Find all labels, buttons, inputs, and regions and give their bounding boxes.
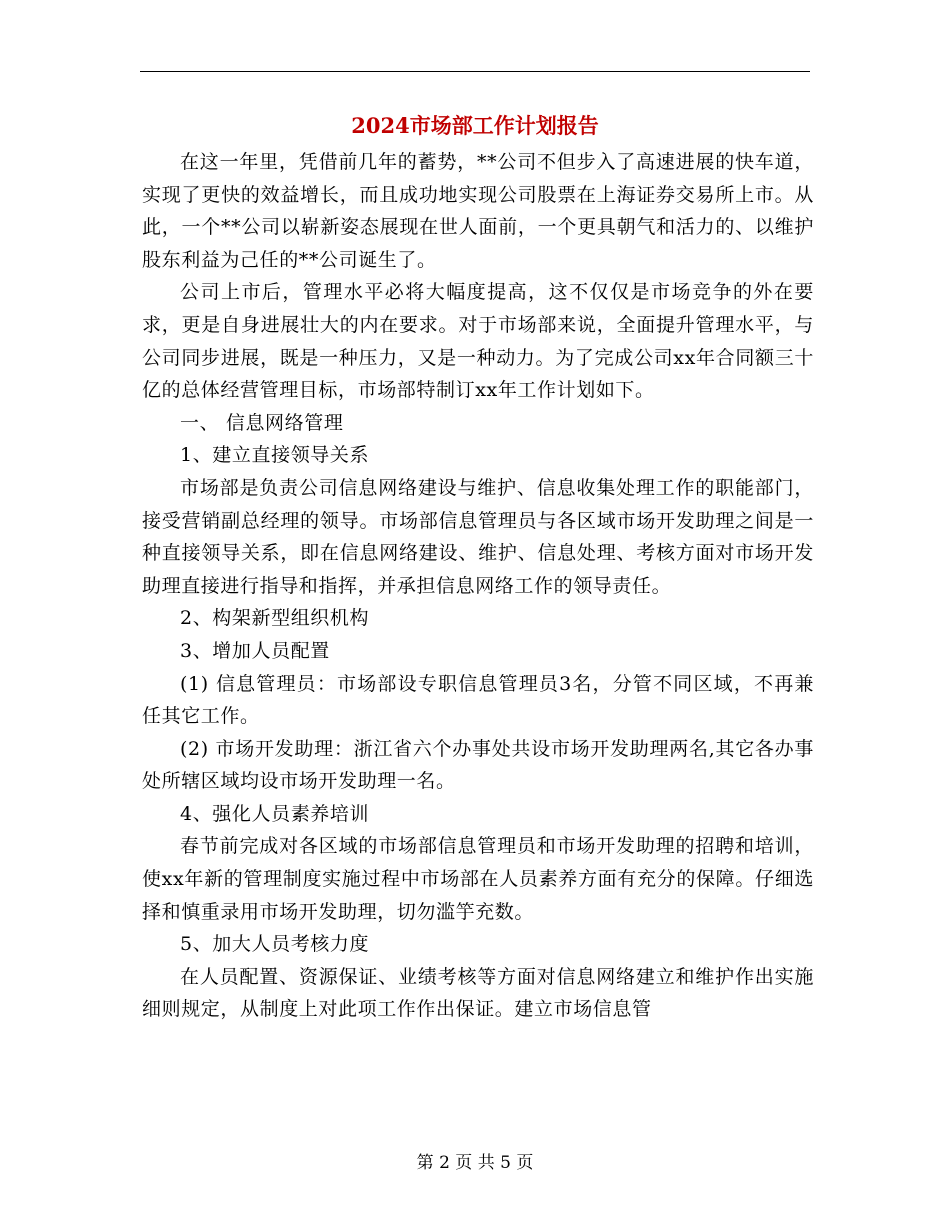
list-item-market-assistant: (2) 市场开发助理：浙江省六个办事处共设市场开发助理两名,其它各办事处所辖区域均设市场开发助理一名。 [142, 737, 814, 793]
document-title: 2024市场部工作计划报告 [351, 113, 599, 138]
paragraph-assessment: 在人员配置、资源保证、业绩考核等方面对信息网络建立和维护作出实施细则规定，从制度上对此项工作作出保证。建立市场信息管 [142, 965, 814, 1021]
list-item-info-manager: (1) 信息管理员：市场部设专职信息管理员3名，分管不同区域，不再兼任其它工作。 [142, 672, 814, 728]
subheading-4: 4、强化人员素养培训 [180, 802, 370, 825]
document-body [142, 146, 814, 1026]
header-rule [140, 71, 810, 72]
paragraph-intro-1: 在这一年里，凭借前几年的蓄势，**公司不但步入了高速进展的快车道，实现了更快的效益增长，而且成功地实现公司股票在上海证券交易所上市。从此，一个**公司以崭新姿态展现在世人面前，一个更具朝气和活力的、以维护股东利益为己任的**公司诞生了。 [142, 151, 814, 271]
subheading-2: 2、构架新型组织机构 [180, 607, 370, 630]
subheading-1: 1、建立直接领导关系 [180, 444, 370, 467]
subheading-3: 3、增加人员配置 [180, 639, 330, 662]
subheading-5: 5、加大人员考核力度 [180, 933, 370, 956]
page-number: 第 2 页 共 5 页 [416, 1153, 534, 1173]
paragraph-training: 春节前完成对各区域的市场部信息管理员和市场开发助理的招聘和培训，使xx年新的管理制度实施过程中市场部在人员素养方面有充分的保障。仔细选择和慎重录用市场开发助理，切勿滥竽充数。 [142, 835, 814, 923]
paragraph-intro-2: 公司上市后，管理水平必将大幅度提高，这不仅仅是市场竞争的外在要求，更是自身进展壮大的内在要求。对于市场部来说，全面提升管理水平，与公司同步进展，既是一种压力，又是一种动力。为了完成公司xx年合同额三十亿的总体经营管理目标，市场部特制订xx年工作计划如下。 [142, 281, 814, 402]
section-heading-1: 一、 信息网络管理 [180, 411, 344, 434]
paragraph-leadership: 市场部是负责公司信息网络建设与维护、信息收集处理工作的职能部门，接受营销副总经理的领导。市场部信息管理员与各区域市场开发助理之间是一种直接领导关系，即在信息网络建设、维护、信息处理、考核方面对市场开发助理直接进行指导和指挥，并承担信息网络工作的领导责任。 [142, 476, 814, 597]
